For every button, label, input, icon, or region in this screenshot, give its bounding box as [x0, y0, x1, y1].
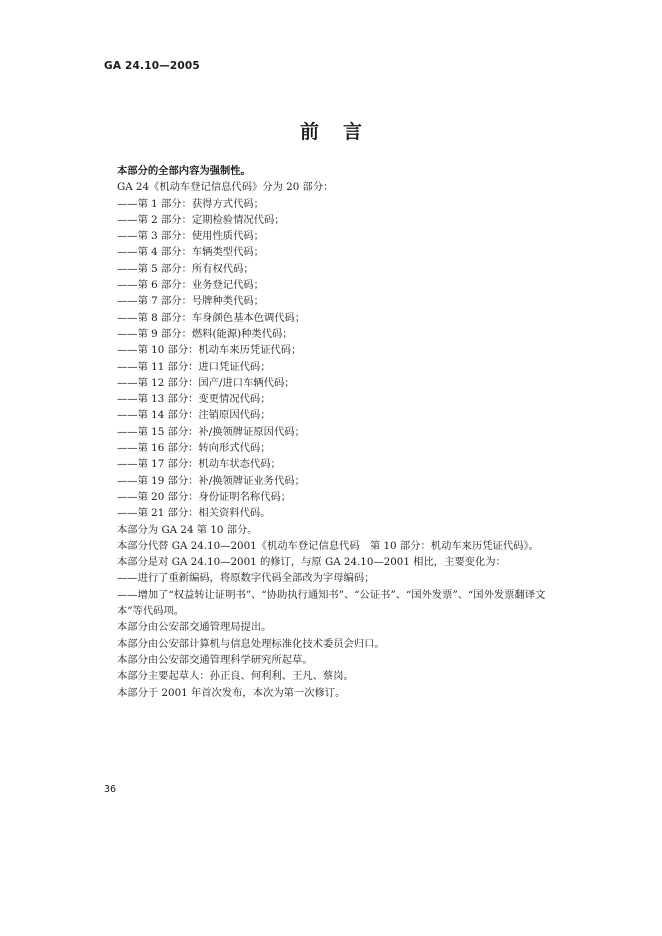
- list-item: ——第 19 部分：补/换领牌证业务代码；: [117, 474, 305, 487]
- document-body: [117, 163, 557, 701]
- list-item: 本部分主要起草人：孙正良、何利利、王凡、蔡岗。: [117, 670, 354, 683]
- list-item: ——第 7 部分：号牌种类代码；: [117, 295, 264, 308]
- list-item: 本部分于 2001 年首次发布，本次为第一次修订。: [117, 686, 346, 699]
- list-item: 本部分由公安部交通管理科学研究所起草。: [117, 653, 313, 666]
- statement-revision: 本部分是对 GA 24.10—2001 的修订，与原 GA 24.10—2001 相比，主要变化为：: [117, 556, 506, 569]
- list-item: ——第 3 部分：使用性质代码；: [117, 230, 264, 243]
- list-item: ——第 16 部分：转向形式代码；: [117, 442, 271, 455]
- changes-list: [117, 570, 557, 619]
- list-item: ——第 13 部分：变更情况代码；: [117, 393, 271, 406]
- page-number: 36: [104, 784, 117, 795]
- list-item: ——第 20 部分：身份证明名称代码；: [117, 490, 292, 503]
- list-item: ——第 11 部分：进口凭证代码；: [117, 360, 271, 373]
- list-item: 本部分由公安部计算机与信息处理标准化技术委员会归口。: [117, 637, 385, 650]
- parts-intro: GA 24《机动车登记信息代码》分为 20 部分：: [117, 181, 334, 194]
- list-item: ——第 10 部分：机动车来历凭证代码；: [117, 344, 302, 357]
- mandatory-statement: 本部分的全部内容为强制性。: [117, 165, 251, 177]
- list-item: ——第 1 部分：获得方式代码；: [117, 197, 264, 210]
- parts-list: [117, 196, 557, 522]
- list-item: ——第 5 部分：所有权代码；: [117, 262, 254, 275]
- statement-part: 本部分为 GA 24 第 10 部分。: [117, 523, 258, 536]
- list-item: ——增加了“权益转让证明书”、“协助执行通知书”、“公证书”、“国外发票”、“国外发票翻译文本”等代码项。: [117, 588, 546, 618]
- statement-replace: 本部分代替 GA 24.10—2001《机动车登记信息代码 第 10 部分：机动车来历凭证代码》。: [117, 539, 539, 552]
- list-item: 本部分由公安部交通管理局提出。: [117, 621, 272, 634]
- list-item: ——第 21 部分：相关资料代码。: [117, 507, 271, 520]
- list-item: ——第 6 部分：业务登记代码；: [117, 279, 264, 292]
- list-item: ——第 2 部分：定期检验情况代码；: [117, 213, 285, 226]
- list-item: ——第 4 部分：车辆类型代码；: [117, 246, 264, 259]
- list-item: ——第 9 部分：燃料(能源)种类代码；: [117, 327, 293, 340]
- list-item: ——进行了重新编码，将原数字代码全部改为字母编码；: [117, 572, 375, 585]
- header-standard-code: GA 24.10—2005: [104, 60, 200, 72]
- list-item: ——第 17 部分：机动车状态代码；: [117, 458, 281, 471]
- page-title: 前言: [299, 121, 386, 143]
- list-item: ——第 14 部分：注销原因代码；: [117, 409, 271, 422]
- list-item: ——第 12 部分：国产/进口车辆代码；: [117, 376, 295, 389]
- list-item: ——第 15 部分：补/换领牌证原因代码；: [117, 425, 305, 438]
- closing-statements: [117, 619, 557, 700]
- list-item: ——第 8 部分：车身颜色基本色调代码；: [117, 311, 306, 324]
